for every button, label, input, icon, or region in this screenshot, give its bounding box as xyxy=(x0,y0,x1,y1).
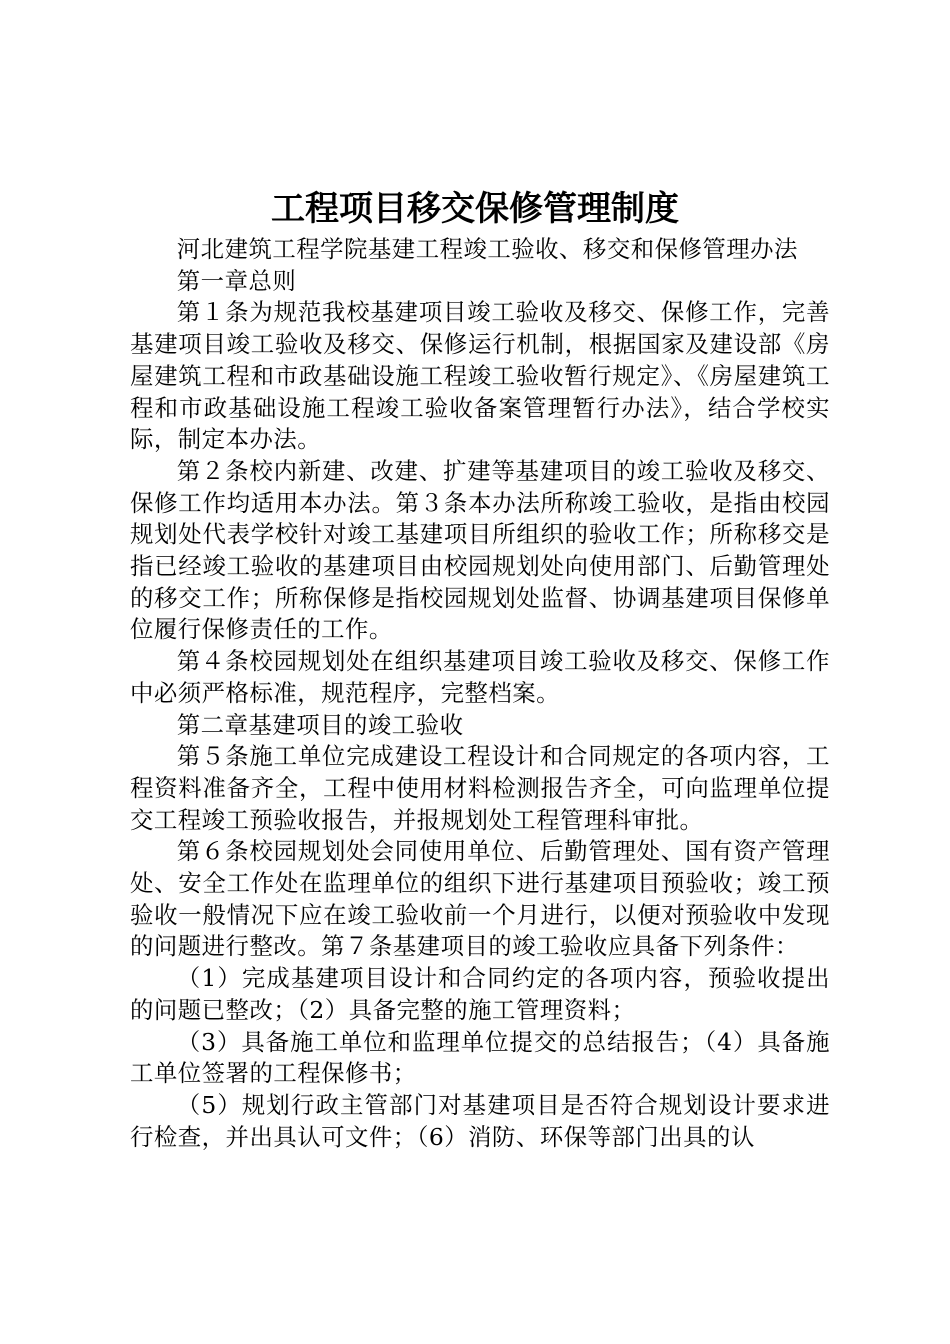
paragraph: 第６条校园规划处会同使用单位、后勤管理处、国有资产管理处、安全工作处在监理单位的组织下进行基建项目预验收；竣工预验收一般情况下应在竣工验收前一个月进行，以便对预验收中发现的问题进行整改。第７条基建项目的竣工验收应具备下列条件： xyxy=(130,837,830,961)
paragraph: 第４条校园规划处在组织基建项目竣工验收及移交、保修工作中必须严格标准，规范程序，完整档案。 xyxy=(130,647,830,707)
list-paragraph: （3）具备施工单位和监理单位提交的总结报告；（4）具备施工单位签署的工程保修书； xyxy=(130,1027,830,1088)
chapter-heading: 第一章总则 xyxy=(176,266,297,295)
list-paragraph: （1）完成基建项目设计和合同约定的各项内容，预验收提出的问题已整改；（2）具备完整的施工管理资料； xyxy=(130,964,830,1024)
paragraph: 第２条校内新建、改建、扩建等基建项目的竣工验收及移交、保修工作均适用本办法。第３条本办法所称竣工验收，是指由校园规划处代表学校针对竣工基建项目所组织的验收工作；所称移交是指已经竣工验收的基建项目由校园规划处向使用部门、后勤管理处的移交工作；所称保修是指校园规划处监督、协调基建项目保修单位履行保修责任的工作。 xyxy=(130,456,830,644)
paragraph: 第５条施工单位完成建设工程设计和合同规定的各项内容，工程资料准备齐全，工程中使用材料检测报告齐全，可向监理单位提交工程竣工预验收报告，并报规划处工程管理科审批。 xyxy=(130,742,830,834)
document-body xyxy=(130,234,830,1153)
list-paragraph: （5）规划行政主管部门对基建项目是否符合规划设计要求进行检查，并出具认可文件；（6）消防、环保等部门出具的认 xyxy=(130,1090,830,1151)
paragraph: 第１条为规范我校基建项目竣工验收及移交、保修工作，完善基建项目竣工验收及移交、保修运行机制，根据国家及建设部《房屋建筑工程和市政基础设施工程竣工验收暂行规定》、《房屋建筑工程和市政基础设施工程竣工验收备案管理暂行办法》，结合学校实际，制定本办法。 xyxy=(130,298,830,454)
chapter-heading: 第二章基建项目的竣工验收 xyxy=(176,710,464,739)
document-title: 工程项目移交保修管理制度 xyxy=(271,189,679,229)
paragraph-subtitle: 河北建筑工程学院基建工程竣工验收、移交和保修管理办法 xyxy=(176,235,798,263)
